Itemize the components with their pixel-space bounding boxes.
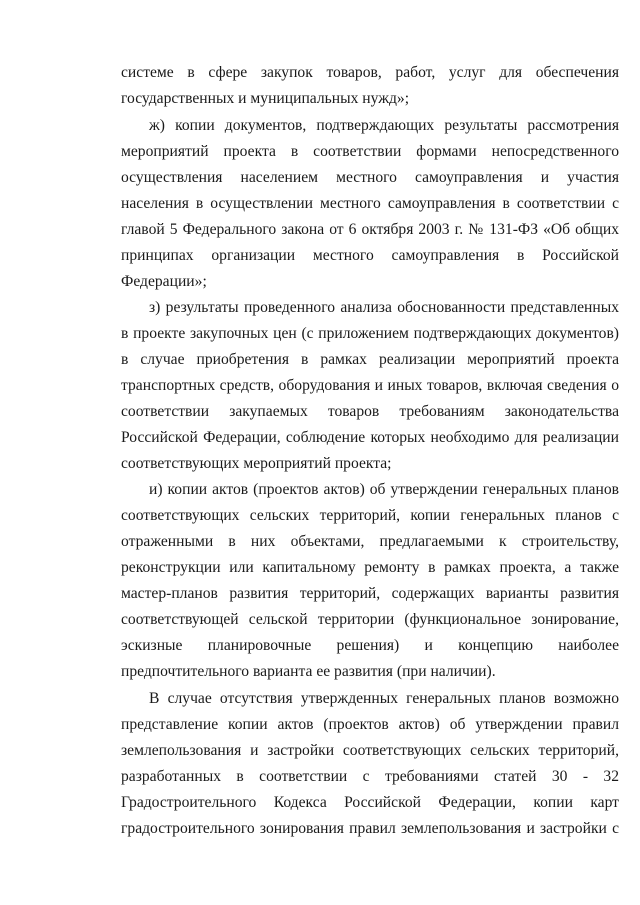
text-line-content: соответствующих мероприятий проекта; bbox=[121, 455, 392, 472]
text-line bbox=[0, 60, 640, 86]
text-line bbox=[0, 607, 640, 633]
text-line-content: государственных и муниципальных нужд»; bbox=[121, 90, 410, 107]
text-line-content: представление копии актов (проектов актов) об утверждении правил bbox=[121, 716, 619, 733]
text-line bbox=[0, 295, 640, 321]
text-line bbox=[0, 243, 640, 269]
text-line-content: и) копии актов (проектов актов) об утверждении генеральных планов bbox=[149, 481, 619, 498]
text-line bbox=[0, 816, 640, 842]
text-line bbox=[0, 321, 640, 347]
text-line-content: отраженными в них объектами, предлагаемыми к строительству, bbox=[121, 533, 619, 550]
text-line bbox=[0, 712, 640, 738]
text-line-content: транспортных средств, оборудования и иных товаров, включая сведения о bbox=[121, 377, 619, 394]
text-line bbox=[0, 764, 640, 790]
text-line-content: соответствующих сельских территорий, копии генеральных планов с bbox=[121, 507, 619, 524]
text-line bbox=[0, 399, 640, 425]
text-line bbox=[0, 451, 640, 477]
text-line-content: мероприятий проекта в соответствии формами непосредственного bbox=[121, 143, 619, 160]
text-line-content: осуществления населением местного самоуправления и участия bbox=[121, 169, 619, 186]
text-line bbox=[0, 347, 640, 373]
text-line-content: з) результаты проведенного анализа обоснованности представленных bbox=[149, 299, 619, 316]
text-line-content: градостроительного зонирования правил землепользования и застройки с bbox=[121, 820, 619, 837]
text-line bbox=[0, 790, 640, 816]
text-line bbox=[0, 373, 640, 399]
text-line-content: Российской Федерации, соблюдение которых необходимо для реализации bbox=[121, 429, 619, 446]
text-line-content: землепользования и застройки соответствующих сельских территорий, bbox=[121, 742, 619, 759]
text-line-content: предпочтительного варианта ее развития (при наличии). bbox=[121, 663, 496, 680]
text-line-content: населения в осуществлении местного самоуправления в соответствии с bbox=[121, 195, 619, 212]
text-line bbox=[0, 86, 640, 112]
text-line bbox=[0, 738, 640, 764]
text-line bbox=[0, 477, 640, 503]
text-line-content: главой 5 Федерального закона от 6 октября 2003 г. № 131-ФЗ «Об общих bbox=[121, 221, 619, 238]
text-line-content: системе в сфере закупок товаров, работ, услуг для обеспечения bbox=[121, 64, 619, 81]
text-line-content: мастер-планов развития территорий, содержащих варианты развития bbox=[121, 585, 619, 602]
text-line bbox=[0, 633, 640, 659]
text-line-content: реконструкции или капитальному ремонту в рамках проекта, а также bbox=[121, 559, 619, 576]
text-line bbox=[0, 139, 640, 165]
text-line-content: соответствующей сельской территории (функциональное зонирование, bbox=[121, 611, 619, 628]
text-line bbox=[0, 165, 640, 191]
text-line bbox=[0, 686, 640, 712]
text-line-content: Федерации»; bbox=[121, 273, 207, 290]
text-line bbox=[0, 217, 640, 243]
text-line-content: ж) копии документов, подтверждающих результаты рассмотрения bbox=[149, 117, 619, 134]
text-line bbox=[0, 555, 640, 581]
text-line bbox=[0, 425, 640, 451]
text-line bbox=[0, 529, 640, 555]
text-line bbox=[0, 503, 640, 529]
text-line-content: соответствии закупаемых товаров требованиям законодательства bbox=[121, 403, 619, 420]
text-line-content: принципах организации местного самоуправления в Российской bbox=[121, 247, 619, 264]
text-line-content: в проекте закупочных цен (с приложением подтверждающих документов) bbox=[121, 325, 619, 342]
text-line-content: в случае приобретения в рамках реализации мероприятий проекта bbox=[121, 351, 619, 368]
text-line bbox=[0, 581, 640, 607]
text-line-content: Градостроительного Кодекса Российской Федерации, копии карт bbox=[121, 794, 619, 811]
text-line bbox=[0, 191, 640, 217]
text-line bbox=[0, 269, 640, 295]
text-line-content: разработанных в соответствии с требованиями статей 30 - 32 bbox=[121, 768, 619, 785]
text-line-content: эскизные планировочные решения) и концепцию наиболее bbox=[121, 637, 619, 654]
text-line bbox=[0, 659, 640, 685]
text-line-content: В случае отсутствия утвержденных генеральных планов возможно bbox=[149, 690, 619, 707]
text-line bbox=[0, 113, 640, 139]
